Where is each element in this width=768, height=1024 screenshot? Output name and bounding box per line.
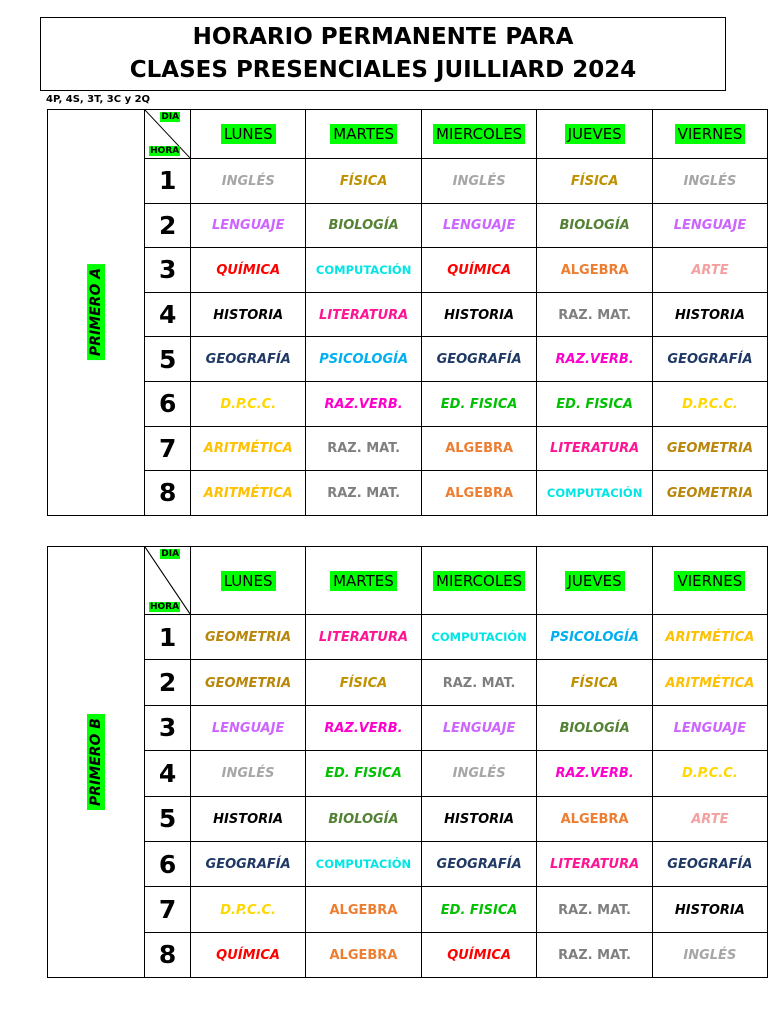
day-label: MIERCOLES xyxy=(433,124,525,144)
hour-number: 2 xyxy=(144,660,190,705)
subject-label: PSICOLOGÍA xyxy=(319,352,409,368)
subject-label: ED. FISICA xyxy=(556,396,633,412)
corner-dia-label: DIA xyxy=(161,112,180,122)
subject-label: PSICOLOGÍA xyxy=(550,630,639,646)
schedule-cell xyxy=(537,796,652,841)
subject-label: COMPUTACIÓN xyxy=(315,857,412,872)
group-label: PRIMERO A xyxy=(87,264,105,360)
group-label: PRIMERO B xyxy=(87,714,105,810)
schedule-cell xyxy=(652,796,767,841)
subject-label: INGLÉS xyxy=(683,173,737,189)
schedule-cell xyxy=(306,426,422,471)
schedule-table-primero-a xyxy=(47,109,768,516)
subject-label: RAZ. MAT. xyxy=(558,947,631,963)
schedule-cell xyxy=(191,932,306,977)
day-label: MARTES xyxy=(330,571,397,591)
subject-label: RAZ. MAT. xyxy=(558,902,631,918)
schedule-table-primero-b xyxy=(47,546,768,978)
hour-number: 4 xyxy=(144,751,190,796)
subject-label: D.P.C.C. xyxy=(220,902,276,918)
table-row xyxy=(48,660,768,705)
day-header xyxy=(421,547,537,615)
schedule-cell xyxy=(191,705,306,750)
schedule-cell xyxy=(537,248,653,293)
day-label: MIERCOLES xyxy=(433,571,525,591)
schedule-cell xyxy=(537,887,652,932)
subject-label: GEOGRAFÍA xyxy=(436,352,522,368)
subject-label: RAZ.VERB. xyxy=(324,396,403,412)
subject-label: GEOGRAFÍA xyxy=(205,352,291,368)
day-header xyxy=(191,547,306,615)
classrooms-subtitle: 4P, 4S, 3T, 3C y 2Q xyxy=(46,94,151,105)
table-row xyxy=(48,337,768,382)
subject-label: FÍSICA xyxy=(570,675,619,691)
table-row xyxy=(48,292,768,337)
schedule-cell xyxy=(537,751,652,796)
schedule-cell xyxy=(652,381,767,426)
day-header xyxy=(421,110,536,159)
subject-label: GEOMETRIA xyxy=(666,441,754,457)
subject-label: LITERATURA xyxy=(549,857,640,873)
subject-label: BIOLOGÍA xyxy=(328,218,399,234)
schedule-cell xyxy=(191,337,306,382)
subject-label: D.P.C.C. xyxy=(220,396,277,412)
subject-label: HISTORIA xyxy=(675,307,745,323)
subject-label: GEOMETRIA xyxy=(204,630,292,646)
schedule-cell xyxy=(421,471,536,516)
schedule-cell xyxy=(306,337,422,382)
subject-label: GEOMETRIA xyxy=(666,485,754,501)
subject-label: GEOGRAFÍA xyxy=(667,352,753,368)
day-header xyxy=(306,110,422,159)
corner-hora-label: HORA xyxy=(150,146,180,156)
schedule-cell xyxy=(306,203,422,248)
subject-label: RAZ. MAT. xyxy=(442,675,516,691)
schedule-cell xyxy=(306,159,422,204)
schedule-cell xyxy=(306,292,422,337)
table-row xyxy=(48,751,768,796)
subject-label: LENGUAJE xyxy=(211,720,285,736)
subject-label: LITERATURA xyxy=(550,441,640,457)
schedule-cell xyxy=(306,615,422,660)
schedule-cell xyxy=(421,248,536,293)
subject-label: GEOGRAFÍA xyxy=(436,857,522,873)
schedule-cell xyxy=(537,615,652,660)
schedule-cell xyxy=(537,705,652,750)
table-row xyxy=(48,796,768,841)
header-row xyxy=(48,110,768,159)
subject-label: HISTORIA xyxy=(444,307,515,323)
subject-label: ARTE xyxy=(691,262,729,278)
schedule-cell xyxy=(537,932,652,977)
schedule-cell xyxy=(652,292,767,337)
schedule-cell xyxy=(306,381,422,426)
day-header xyxy=(191,110,306,159)
schedule-cell xyxy=(191,887,306,932)
subject-label: ALGEBRA xyxy=(329,902,398,918)
hour-number: 1 xyxy=(144,615,190,660)
subject-label: D.P.C.C. xyxy=(682,396,738,412)
schedule-cell xyxy=(306,841,422,886)
schedule-cell xyxy=(537,159,653,204)
group-label-cell xyxy=(48,547,145,978)
schedule-cell xyxy=(652,248,767,293)
schedule-cell xyxy=(652,426,767,471)
schedule-cell xyxy=(421,751,537,796)
subject-label: QUÍMICA xyxy=(447,947,512,963)
subject-label: ALGEBRA xyxy=(445,441,514,457)
subject-label: COMPUTACIÓN xyxy=(431,630,527,645)
subject-label: RAZ.VERB. xyxy=(555,352,634,368)
corner-dia-label: DIA xyxy=(161,549,180,559)
subject-label: QUÍMICA xyxy=(447,262,512,278)
subject-label: ARITMÉTICA xyxy=(203,485,293,501)
subject-label: D.P.C.C. xyxy=(681,766,738,782)
subject-label: LENGUAJE xyxy=(673,218,747,234)
schedule-cell xyxy=(421,841,537,886)
hour-number: 7 xyxy=(144,887,190,932)
day-label: MARTES xyxy=(330,124,397,144)
schedule-cell xyxy=(652,615,767,660)
table-row xyxy=(48,248,768,293)
subject-label: GEOGRAFÍA xyxy=(205,857,291,873)
hour-number: 6 xyxy=(144,841,190,886)
schedule-cell xyxy=(421,796,537,841)
subject-label: LENGUAJE xyxy=(442,218,516,234)
schedule-cell xyxy=(652,705,767,750)
hour-number: 5 xyxy=(144,796,190,841)
schedule-cell xyxy=(306,471,422,516)
schedule-cell xyxy=(306,887,422,932)
schedule-cell xyxy=(421,887,537,932)
subject-label: RAZ. MAT. xyxy=(558,307,632,323)
hour-number: 4 xyxy=(145,292,191,337)
subject-label: FÍSICA xyxy=(570,173,619,189)
subject-label: ARITMÉTICA xyxy=(665,675,755,691)
hour-number: 6 xyxy=(145,381,191,426)
schedule-cell xyxy=(421,705,537,750)
subject-label: ARITMÉTICA xyxy=(665,630,755,646)
table-row xyxy=(48,932,768,977)
schedule-cell xyxy=(191,426,306,471)
schedule-cell xyxy=(652,159,767,204)
schedule-cell xyxy=(306,751,422,796)
schedule-cell xyxy=(421,660,537,705)
schedule-cell xyxy=(537,203,653,248)
subject-label: INGLÉS xyxy=(221,766,275,782)
subject-label: QUÍMICA xyxy=(216,262,281,278)
subject-label: LITERATURA xyxy=(319,307,409,323)
hour-number: 1 xyxy=(145,159,191,204)
day-header xyxy=(652,110,767,159)
schedule-cell xyxy=(537,381,653,426)
day-label: LUNES xyxy=(221,571,276,591)
subject-label: HISTORIA xyxy=(674,902,745,918)
hour-number: 8 xyxy=(145,471,191,516)
day-header xyxy=(652,547,767,615)
table-row xyxy=(48,381,768,426)
hour-number: 8 xyxy=(144,932,190,977)
schedule-cell xyxy=(306,248,422,293)
day-label: VIERNES xyxy=(674,571,745,591)
subject-label: HISTORIA xyxy=(213,307,284,323)
subject-label: ED. FISICA xyxy=(440,396,518,412)
subject-label: ARITMÉTICA xyxy=(203,441,293,457)
subject-label: LENGUAJE xyxy=(442,720,516,736)
subject-label: ALGEBRA xyxy=(560,262,629,278)
subject-label: FÍSICA xyxy=(339,173,388,189)
schedule-cell xyxy=(421,426,536,471)
schedule-cell xyxy=(652,932,767,977)
subject-label: ARTE xyxy=(691,811,729,827)
title-line-2: CLASES PRESENCIALES JUILLIARD 2024 xyxy=(129,57,637,83)
schedule-cell xyxy=(652,751,767,796)
subject-label: BIOLOGÍA xyxy=(559,218,630,234)
schedule-cell xyxy=(421,615,537,660)
hour-number: 3 xyxy=(145,248,191,293)
subject-label: HISTORIA xyxy=(213,811,284,827)
table-row xyxy=(48,426,768,471)
schedule-cell xyxy=(421,381,536,426)
schedule-cell xyxy=(191,248,306,293)
subject-label: QUÍMICA xyxy=(216,947,280,963)
corner-hora-label: HORA xyxy=(149,602,180,612)
title-line-1: HORARIO PERMANENTE PARA xyxy=(192,24,574,50)
schedule-cell xyxy=(537,471,653,516)
subject-label: INGLÉS xyxy=(221,173,275,189)
subject-label: ALGEBRA xyxy=(560,811,629,827)
schedule-cell xyxy=(537,426,653,471)
schedule-cell xyxy=(421,932,537,977)
table-row xyxy=(48,615,768,660)
day-label: JUEVES xyxy=(565,124,625,144)
subject-label: ALGEBRA xyxy=(329,947,398,963)
schedule-cell xyxy=(537,337,653,382)
schedule-cell xyxy=(421,159,536,204)
subject-label: INGLÉS xyxy=(452,173,506,189)
day-label: VIERNES xyxy=(675,124,746,144)
schedule-cell xyxy=(191,203,306,248)
subject-label: INGLÉS xyxy=(683,947,737,963)
hour-number: 5 xyxy=(145,337,191,382)
subject-label: BIOLOGÍA xyxy=(328,811,399,827)
hour-number: 3 xyxy=(144,705,190,750)
schedule-cell xyxy=(191,796,306,841)
schedule-cell xyxy=(652,471,767,516)
subject-label: ALGEBRA xyxy=(445,485,514,501)
schedule-cell xyxy=(537,660,652,705)
subject-label: HISTORIA xyxy=(444,811,515,827)
subject-label: COMPUTACIÓN xyxy=(546,485,643,500)
schedule-cell xyxy=(652,660,767,705)
schedule-cell xyxy=(191,292,306,337)
dia-hora-corner xyxy=(145,110,191,159)
schedule-cell xyxy=(652,841,767,886)
schedule-cell xyxy=(191,381,306,426)
subject-label: LENGUAJE xyxy=(212,218,285,234)
subject-label: GEOGRAFÍA xyxy=(667,857,753,873)
day-label: LUNES xyxy=(221,124,276,144)
schedule-cell xyxy=(306,660,422,705)
schedule-cell xyxy=(652,887,767,932)
schedule-cell xyxy=(191,751,306,796)
subject-label: ED. FISICA xyxy=(325,766,402,782)
dia-hora-corner xyxy=(144,547,190,615)
schedule-cell xyxy=(537,841,652,886)
table-row xyxy=(48,841,768,886)
subject-label: BIOLOGÍA xyxy=(559,720,630,736)
day-header xyxy=(306,547,422,615)
subject-label: GEOMETRIA xyxy=(204,675,292,691)
table-row xyxy=(48,159,768,204)
schedule-cell xyxy=(191,615,306,660)
hour-number: 7 xyxy=(145,426,191,471)
subject-label: FÍSICA xyxy=(339,675,388,691)
day-header xyxy=(537,547,652,615)
subject-label: RAZ.VERB. xyxy=(555,766,634,782)
subject-label: LENGUAJE xyxy=(673,720,747,736)
day-header xyxy=(537,110,653,159)
table-row xyxy=(48,203,768,248)
schedule-cell xyxy=(421,292,536,337)
hour-number: 2 xyxy=(145,203,191,248)
schedule-cell xyxy=(191,159,306,204)
group-label-cell xyxy=(48,110,145,516)
schedule-cell xyxy=(191,841,306,886)
subject-label: COMPUTACIÓN xyxy=(315,262,412,277)
schedule-cell xyxy=(652,203,767,248)
document-title xyxy=(40,17,726,91)
schedule-cell xyxy=(191,660,306,705)
schedule-cell xyxy=(306,796,422,841)
table-row xyxy=(48,705,768,750)
subject-label: INGLÉS xyxy=(452,766,506,782)
schedule-cell xyxy=(306,705,422,750)
subject-label: RAZ. MAT. xyxy=(327,441,401,457)
schedule-cell xyxy=(191,471,306,516)
schedule-cell xyxy=(421,337,536,382)
subject-label: RAZ.VERB. xyxy=(324,720,403,736)
day-label: JUEVES xyxy=(565,571,625,591)
subject-label: LITERATURA xyxy=(318,630,409,646)
schedule-cell xyxy=(306,932,422,977)
schedule-cell xyxy=(421,203,536,248)
header-row xyxy=(48,547,768,615)
schedule-cell xyxy=(652,337,767,382)
table-row xyxy=(48,887,768,932)
schedule-cell xyxy=(537,292,653,337)
table-row xyxy=(48,471,768,516)
subject-label: RAZ. MAT. xyxy=(327,485,401,501)
subject-label: ED. FISICA xyxy=(440,902,518,918)
